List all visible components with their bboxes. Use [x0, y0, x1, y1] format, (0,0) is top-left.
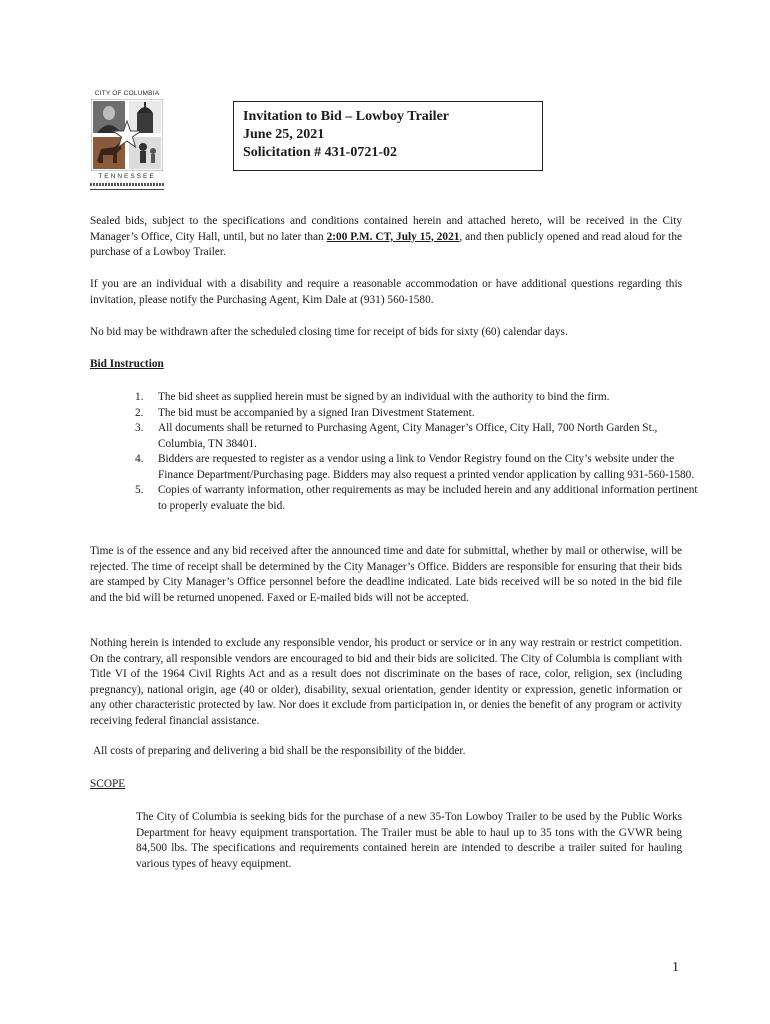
list-item-number: 2.	[135, 406, 144, 419]
list-item	[135, 406, 700, 422]
list-item-text: Bidders are requested to register as a vendor using a link to Vendor Registry found on the City’s website under the Finance Department/Purchasing page. Bidders may also request a printed vendor application by calling 931-560-1580.	[158, 453, 695, 481]
list-item	[135, 421, 700, 452]
list-item-text: The bid must be accompanied by a signed Iran Divestment Statement.	[158, 406, 475, 419]
logo-emblem-icon	[91, 99, 163, 171]
bid-instruction-heading: Bid Instruction	[90, 358, 164, 370]
non-discrimination-paragraph: Nothing herein is intended to exclude any responsible vendor, his product or service or in any way restrain or restrict competition. On the contrary, all responsible vendors are encouraged to bid and their bids are solicited. The City of Columbia is compliant with Title VI of the 1964 Civil Rights Act and as a result does not discriminate on the bases of race, color, religion, sex (including pregnancy), national origin, age (40 or older), disability, sexual orientation, gender identity or expression, genetic information or any other characteristic protected by law. Nor does it exclude from participation in, or denies the benefit of any program or activity receiving federal financial assistance.	[90, 637, 682, 727]
scope-heading: SCOPE	[90, 778, 126, 790]
list-item-text: All documents shall be returned to Purchasing Agent, City Manager’s Office, City Hall, 700 North Garden St., Columbia, TN 38401.	[158, 422, 658, 450]
list-item-text: Copies of warranty information, other requirements as may be included herein and any additional information pertinent to properly evaluate the bid.	[158, 484, 698, 512]
title-box	[233, 101, 543, 171]
logo-tagline-mark	[90, 183, 164, 186]
costs-paragraph: All costs of preparing and delivering a bid shall be the responsibility of the bidder.	[93, 745, 466, 757]
list-item	[135, 390, 700, 406]
document-title: Invitation to Bid – Lowboy Trailer	[243, 109, 450, 124]
logo-top-text: CITY OF COLUMBIA	[94, 90, 160, 97]
logo-state-text: TENNESSEE	[98, 173, 156, 180]
intro-text-start: Sealed bids, subject to the specifications and conditions contained herein and attached hereto, will be received in the City Manager’s Office, City Hall, until, but no later than	[90, 215, 682, 243]
disability-paragraph: If you are an individual with a disability and require a reasonable accommodation or have additional questions regarding this invitation, please notify the Purchasing Agent, Kim Dale at (931) 560-1580.	[90, 278, 682, 306]
city-of-columbia-logo	[88, 90, 166, 194]
solicitation-number: Solicitation # 431-0721-02	[243, 145, 397, 160]
page-number: 1	[672, 960, 679, 975]
bid-deadline: 2:00 P.M. CT, July 15, 2021	[326, 230, 460, 243]
bid-instruction-list	[135, 390, 700, 514]
document-date: June 25, 2021	[243, 127, 325, 142]
list-item-number: 5.	[135, 484, 144, 496]
time-of-essence-paragraph: Time is of the essence and any bid received after the announced time and date for submittal, whether by mail or otherwise, will be rejected. The time of receipt shall be determined by the City Manager’s Office. Bidders are responsible for ensuring that their bids are stamped by City Manager’s Office personnel before the deadline indicated. Late bids received will be so noted in the bid file and the bid will be returned unopened. Faxed or E-mailed bids will not be accepted.	[90, 545, 682, 604]
list-item-number: 1.	[135, 391, 144, 403]
list-item	[135, 483, 700, 514]
list-item-number: 3.	[135, 422, 144, 434]
intro-paragraph	[90, 214, 682, 261]
list-item-number: 4.	[135, 453, 144, 465]
scope-paragraph: The City of Columbia is seeking bids for the purchase of a new 35-Ton Lowboy Trailer to be used by the Public Works Department for heavy equipment transportation. The Trailer must be able to haul up to 35 tons with the GVWR being 84,500 lbs. The specifications and requirements contained herein are intended to describe a trailer suited for hauling various types of heavy equipment.	[136, 811, 682, 870]
logo-underline	[90, 189, 164, 190]
withdraw-paragraph: No bid may be withdrawn after the scheduled closing time for receipt of bids for sixty (60) calendar days.	[90, 326, 568, 338]
list-item-text: The bid sheet as supplied herein must be signed by an individual with the authority to bind the firm.	[158, 391, 610, 403]
list-item	[135, 452, 700, 483]
intro-text-end: , and then publicly opened and read aloud for the purchase of a Lowboy Trailer.	[90, 230, 682, 258]
